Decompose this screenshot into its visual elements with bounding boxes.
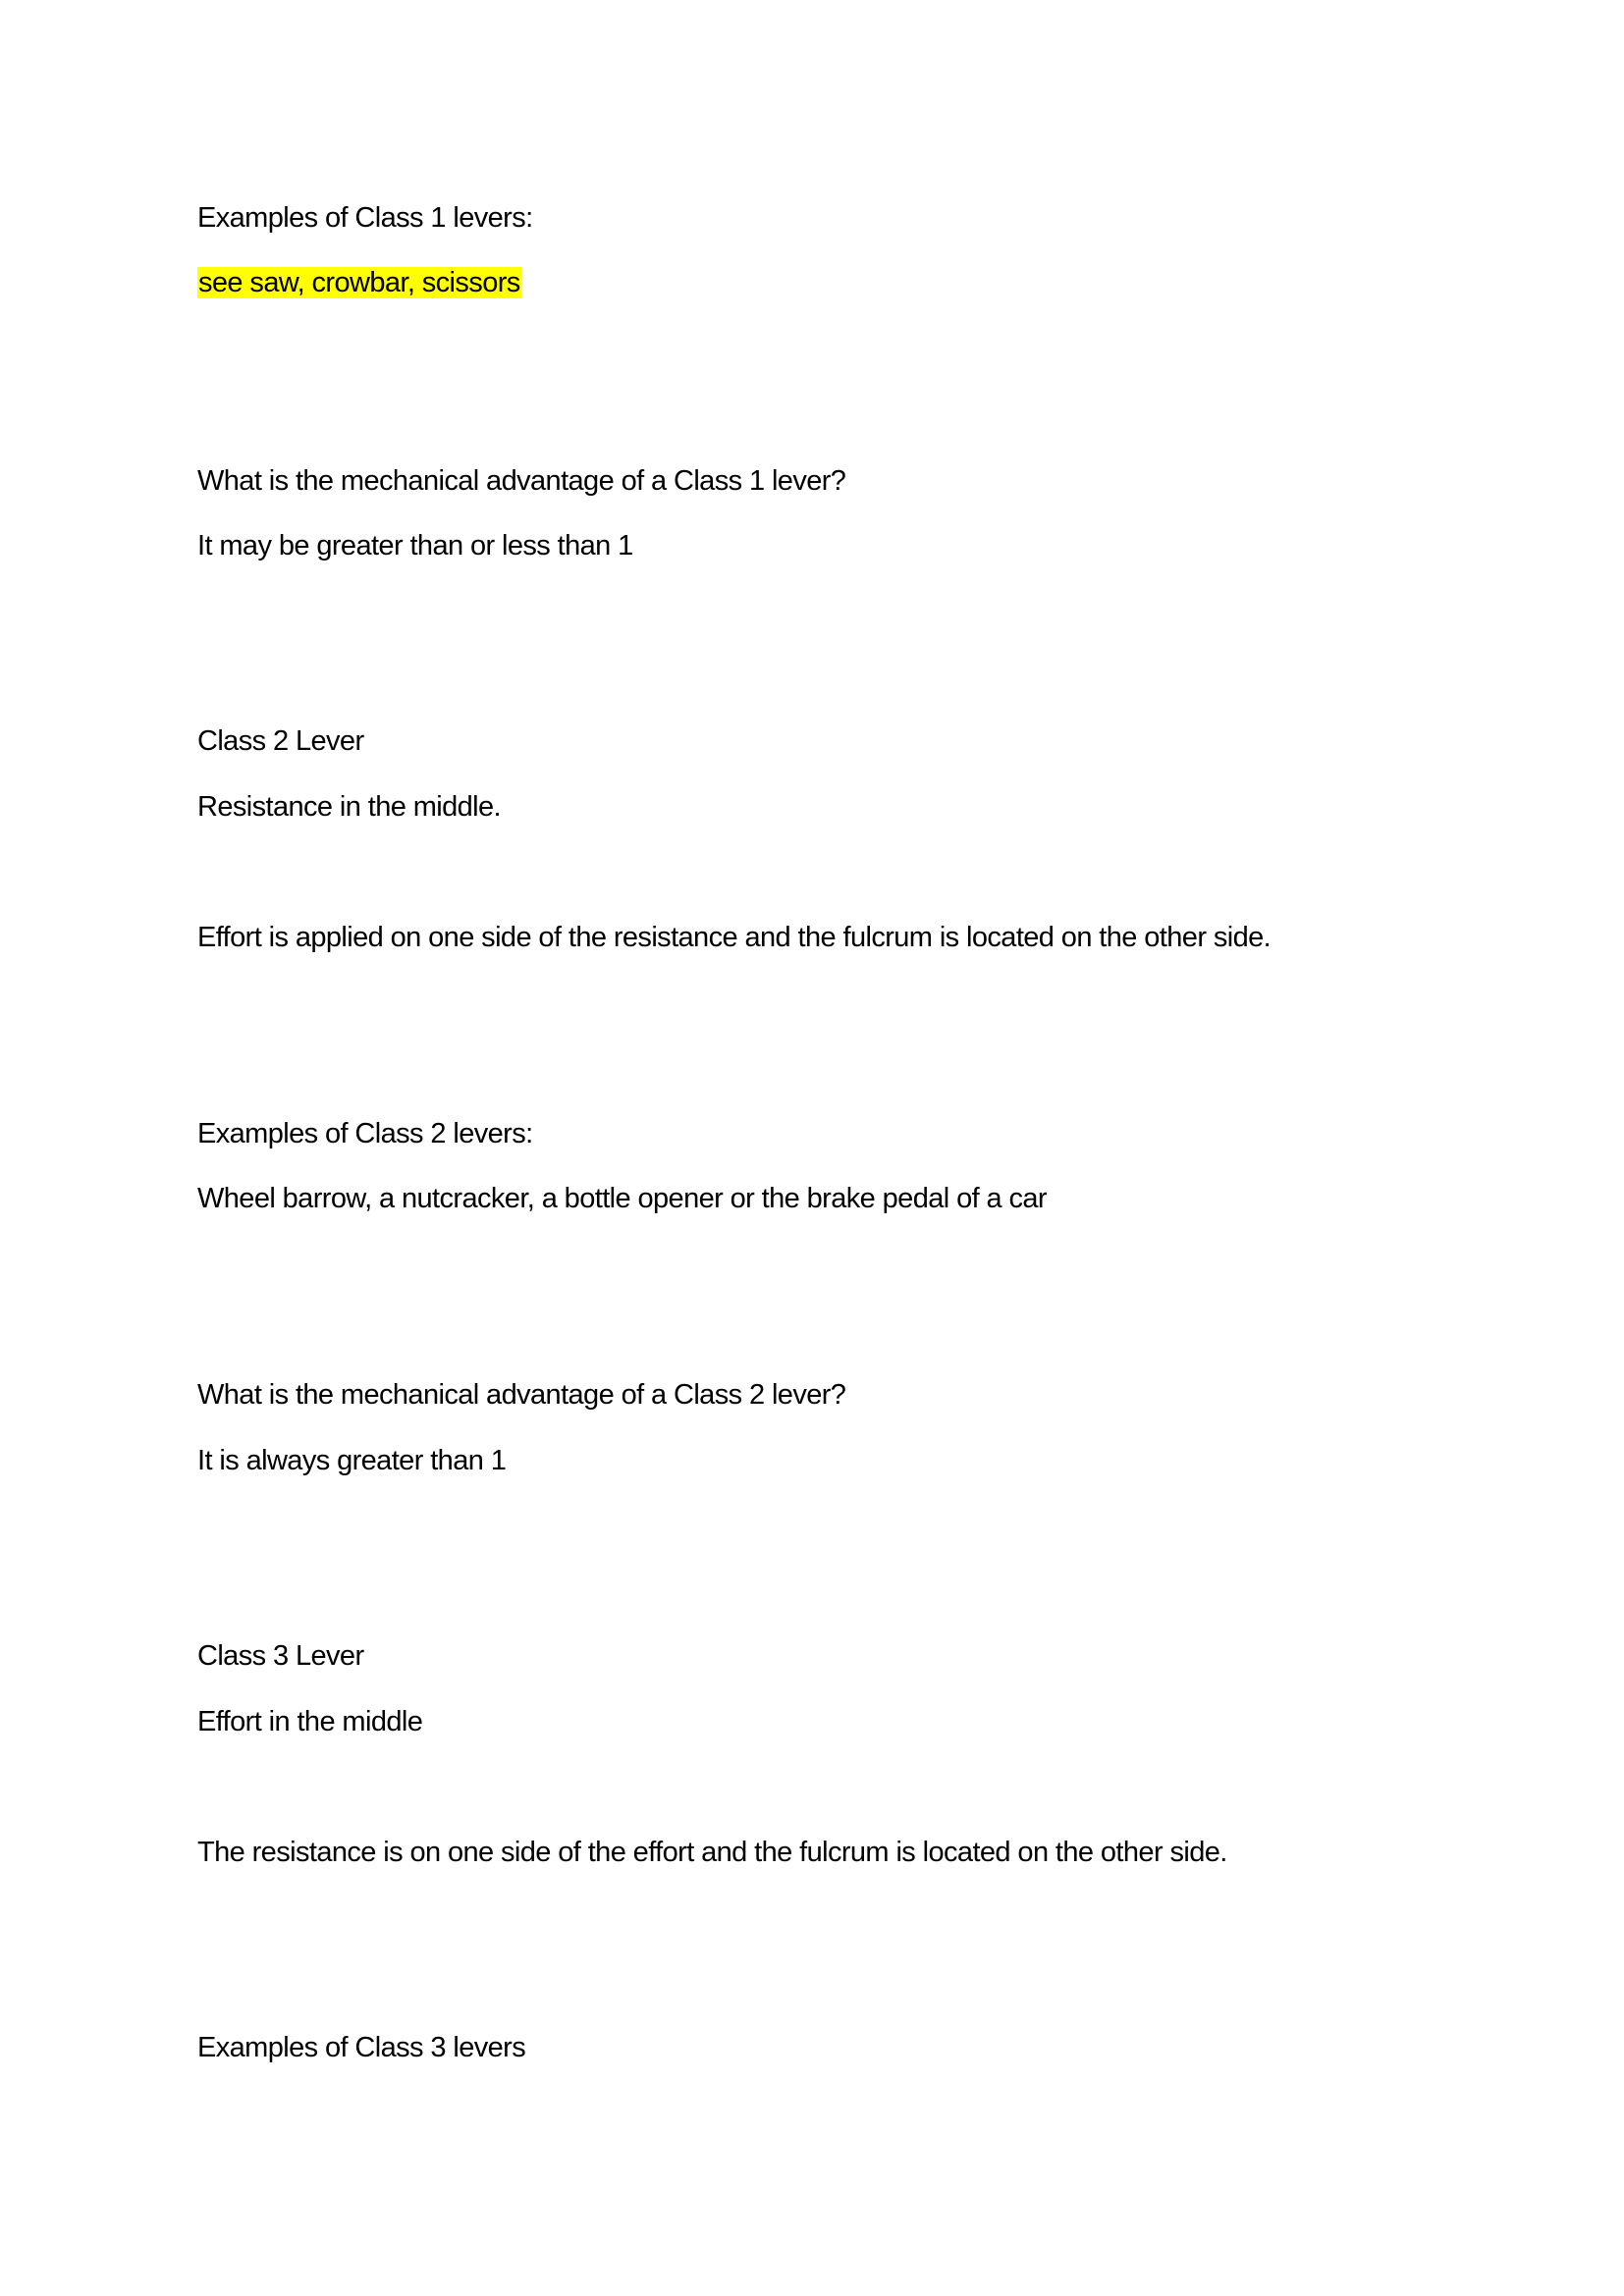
class2-definition: Resistance in the middle. (197, 791, 501, 823)
highlighted-text: see saw, crowbar, scissors (198, 267, 520, 298)
class2-examples-heading: Examples of Class 2 levers: (197, 1118, 533, 1149)
class1-ma-question: What is the mechanical advantage of a Class 1 lever? (197, 465, 846, 497)
class3-definition: Effort in the middle (197, 1706, 423, 1737)
class1-examples-line (197, 260, 521, 305)
class2-ma-answer: It is always greater than 1 (197, 1445, 507, 1476)
class2-examples: Wheel barrow, a nutcracker, a bottle opener or the brake pedal of a car (197, 1183, 1047, 1214)
class3-description: The resistance is on one side of the effort and the fulcrum is located on the other side. (197, 1837, 1227, 1868)
class3-heading: Class 3 Lever (197, 1640, 364, 1672)
class1-examples-heading: Examples of Class 1 levers: (197, 202, 533, 234)
class3-examples-heading: Examples of Class 3 levers (197, 2032, 526, 2063)
class1-ma-answer: It may be greater than or less than 1 (197, 530, 633, 561)
class2-heading: Class 2 Lever (197, 725, 364, 757)
class2-description: Effort is applied on one side of the resistance and the fulcrum is located on the other side. (197, 922, 1272, 953)
class2-ma-question: What is the mechanical advantage of a Class 2 lever? (197, 1379, 846, 1411)
